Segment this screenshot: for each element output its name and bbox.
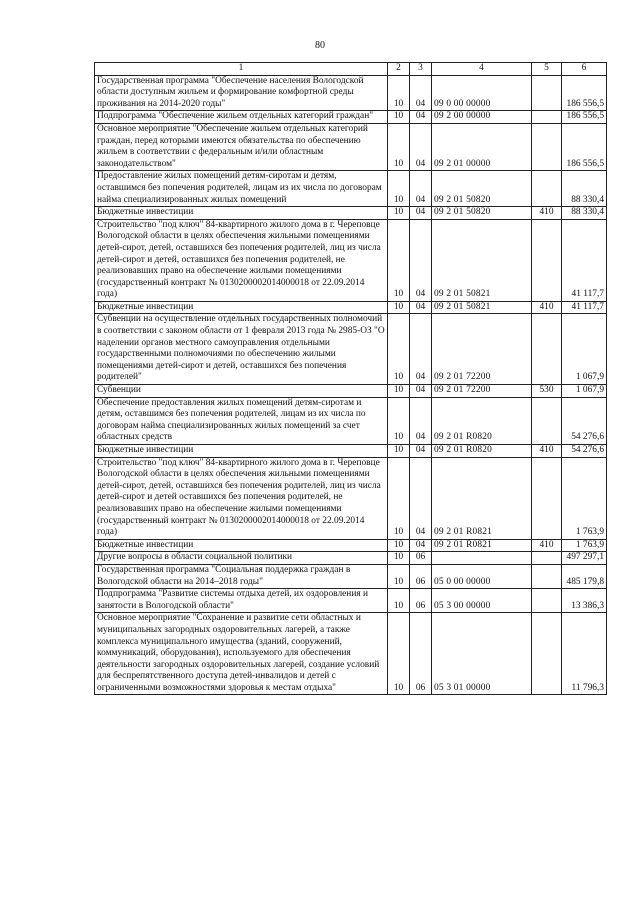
- row-target-code: 09 2 01 50820: [432, 207, 532, 220]
- row-description: Бюджетные инвестиции: [95, 539, 388, 552]
- table-row: [95, 564, 607, 588]
- row-subsection: 04: [410, 539, 432, 552]
- row-section: 10: [388, 111, 410, 124]
- row-expense-type: 410: [532, 539, 562, 552]
- row-amount: 497 297,1: [562, 552, 607, 565]
- row-amount: 186 556,5: [562, 111, 607, 124]
- row-amount: 186 556,5: [562, 123, 607, 170]
- row-subsection: 04: [410, 445, 432, 458]
- row-subsection: 04: [410, 111, 432, 124]
- budget-table: [94, 62, 607, 695]
- row-subsection: 04: [410, 314, 432, 385]
- row-expense-type: [532, 397, 562, 444]
- row-description: Субвенции на осуществление отдельных государственных полномочий в соответствии с законом области от 1 февраля 2013 года № 2985-ОЗ "О наделении органов местного самоуправления отдельными государственными полномочиями по обеспечению жилыми помещениями детей-сирот и детей, оставшихся без попечения родителей": [95, 314, 388, 385]
- row-description: Бюджетные инвестиции: [95, 445, 388, 458]
- row-target-code: 09 2 01 R0821: [432, 539, 532, 552]
- row-target-code: 05 0 00 00000: [432, 564, 532, 588]
- row-subsection: 06: [410, 589, 432, 613]
- row-target-code: 05 3 00 00000: [432, 589, 532, 613]
- row-amount: 186 556,5: [562, 75, 607, 111]
- row-amount: 41 117,7: [562, 301, 607, 314]
- row-description: Государственная программа "Социальная поддержка граждан в Вологодской области на 2014–2018 годы": [95, 564, 388, 588]
- row-target-code: [432, 552, 532, 565]
- row-subsection: 06: [410, 564, 432, 588]
- row-subsection: 04: [410, 457, 432, 539]
- row-description: Государственная программа "Обеспечение населения Вологодской области доступным жильем и формирование комфортной среды проживания на 2014-2020 годы": [95, 75, 388, 111]
- header-cell-5: 5: [532, 63, 562, 76]
- header-cell-2: 2: [388, 63, 410, 76]
- row-description: Субвенции: [95, 385, 388, 398]
- table-row: [95, 397, 607, 444]
- row-section: 10: [388, 613, 410, 695]
- row-description: Бюджетные инвестиции: [95, 207, 388, 220]
- table-row: [95, 207, 607, 220]
- table-row: [95, 385, 607, 398]
- header-cell-3: 3: [410, 63, 432, 76]
- row-section: 10: [388, 123, 410, 170]
- row-target-code: 05 3 01 00000: [432, 613, 532, 695]
- header-cell-4: 4: [432, 63, 532, 76]
- row-amount: 54 276,6: [562, 397, 607, 444]
- row-description: Бюджетные инвестиции: [95, 301, 388, 314]
- row-subsection: 06: [410, 552, 432, 565]
- row-expense-type: [532, 564, 562, 588]
- table-row: [95, 539, 607, 552]
- row-amount: 1 067,9: [562, 385, 607, 398]
- table-row: [95, 301, 607, 314]
- table-row: [95, 219, 607, 301]
- row-description: Подпрограмма "Развитие системы отдыха детей, их оздоровления и занятости в Вологодской области": [95, 589, 388, 613]
- header-row: [95, 63, 607, 76]
- row-amount: 1 067,9: [562, 314, 607, 385]
- row-expense-type: 410: [532, 207, 562, 220]
- row-amount: 41 117,7: [562, 219, 607, 301]
- row-description: Предоставление жилых помещений детям-сиротам и детям, оставшимся без попечения родителей, лицам из их числа по договорам найма специализированных жилых помещений: [95, 171, 388, 207]
- row-expense-type: [532, 111, 562, 124]
- row-section: 10: [388, 219, 410, 301]
- row-target-code: 09 2 01 R0820: [432, 445, 532, 458]
- table-row: [95, 445, 607, 458]
- row-expense-type: [532, 589, 562, 613]
- header-cell-1: 1: [95, 63, 388, 76]
- row-subsection: 04: [410, 397, 432, 444]
- row-expense-type: [532, 219, 562, 301]
- row-subsection: 06: [410, 613, 432, 695]
- row-target-code: 09 2 01 R0820: [432, 397, 532, 444]
- table-row: [95, 613, 607, 695]
- row-target-code: 09 2 01 50820: [432, 171, 532, 207]
- row-section: 10: [388, 207, 410, 220]
- row-amount: 1 763,9: [562, 457, 607, 539]
- row-expense-type: 410: [532, 445, 562, 458]
- row-subsection: 04: [410, 207, 432, 220]
- row-subsection: 04: [410, 219, 432, 301]
- table-row: [95, 589, 607, 613]
- row-amount: 88 330,4: [562, 207, 607, 220]
- row-description: Строительство "под ключ" 84-квартирного жилого дома в г. Череповце Вологодской области в целях обеспечения жильными помещениями детей-сирот, детей, оставшихся без попечения родителей, лиц из числа детей-сирот и детей оставшихся без попечения родителей, не реализовавших право на обеспечение жилыми помещениями (государственный контракт № 0130200002014000018 от 22.09.2014 года): [95, 457, 388, 539]
- table-row: [95, 457, 607, 539]
- row-expense-type: [532, 457, 562, 539]
- row-amount: 13 386,3: [562, 589, 607, 613]
- row-description: Подпрограмма "Обеспечение жильем отдельных категорий граждан": [95, 111, 388, 124]
- row-target-code: 09 2 01 00000: [432, 123, 532, 170]
- table-row: [95, 75, 607, 111]
- row-subsection: 04: [410, 75, 432, 111]
- row-amount: 1 763,9: [562, 539, 607, 552]
- row-section: 10: [388, 314, 410, 385]
- row-section: 10: [388, 171, 410, 207]
- row-amount: 88 330,4: [562, 171, 607, 207]
- row-section: 10: [388, 552, 410, 565]
- row-description: Обеспечение предоставления жилых помещений детям-сиротам и детям, оставшимся без попечения родителей, лицам из их числа по договорам найма специализированных жилых помещений за счет областных средств: [95, 397, 388, 444]
- row-section: 10: [388, 589, 410, 613]
- table-row: [95, 171, 607, 207]
- row-target-code: 09 2 01 50821: [432, 219, 532, 301]
- row-amount: 54 276,6: [562, 445, 607, 458]
- row-subsection: 04: [410, 301, 432, 314]
- table-row: [95, 552, 607, 565]
- row-description: Строительство "под ключ" 84-квартирного жилого дома в г. Череповце Вологодской области в целях обеспечения жильными помещениями детей-сирот, детей, оставшихся без попечения родителей, лиц из числа детей-сирот и детей, оставшихся без попечения родителей, не реализовавших право на обеспечение жилыми помещениями (государственный контракт № 0130200002014000018 от 22.09.2014 года): [95, 219, 388, 301]
- table-row: [95, 314, 607, 385]
- row-section: 10: [388, 457, 410, 539]
- row-subsection: 04: [410, 123, 432, 170]
- row-section: 10: [388, 397, 410, 444]
- row-expense-type: 530: [532, 385, 562, 398]
- row-expense-type: [532, 314, 562, 385]
- row-expense-type: [532, 552, 562, 565]
- row-expense-type: [532, 123, 562, 170]
- row-description: Основное мероприятие "Сохранение и развитие сети областных и муниципальных загородных оздоровительных лагерей, а также комплекса муниципального имущества (зданий, сооружений, коммуникаций, оборудования), используемого для обеспечения деятельности загородных оздоровительных лагерей, создание условий для беспрепятственного доступа детей-инвалидов и детей с ограниченными возможностями здоровья к местам отдыха": [95, 613, 388, 695]
- row-amount: 485 179,8: [562, 564, 607, 588]
- row-description: Основное мероприятие "Обеспечение жильем отдельных категорий граждан, перед которыми имеются обязательства по обеспечению жильем в соответствии с федеральным и/или областным законодательством": [95, 123, 388, 170]
- row-target-code: 09 2 01 R0821: [432, 457, 532, 539]
- row-expense-type: [532, 171, 562, 207]
- row-section: 10: [388, 75, 410, 111]
- row-target-code: 09 2 00 00000: [432, 111, 532, 124]
- row-description: Другие вопросы в области социальной политики: [95, 552, 388, 565]
- row-section: 10: [388, 385, 410, 398]
- row-subsection: 04: [410, 171, 432, 207]
- header-cell-6: 6: [562, 63, 607, 76]
- row-section: 10: [388, 564, 410, 588]
- row-expense-type: 410: [532, 301, 562, 314]
- table-row: [95, 123, 607, 170]
- row-expense-type: [532, 75, 562, 111]
- row-amount: 11 796,3: [562, 613, 607, 695]
- row-subsection: 04: [410, 385, 432, 398]
- row-section: 10: [388, 539, 410, 552]
- row-target-code: 09 2 01 72200: [432, 385, 532, 398]
- page-number: 80: [315, 40, 325, 51]
- row-target-code: 09 0 00 00000: [432, 75, 532, 111]
- row-section: 10: [388, 301, 410, 314]
- row-target-code: 09 2 01 50821: [432, 301, 532, 314]
- row-section: 10: [388, 445, 410, 458]
- row-expense-type: [532, 613, 562, 695]
- row-target-code: 09 2 01 72200: [432, 314, 532, 385]
- table-row: [95, 111, 607, 124]
